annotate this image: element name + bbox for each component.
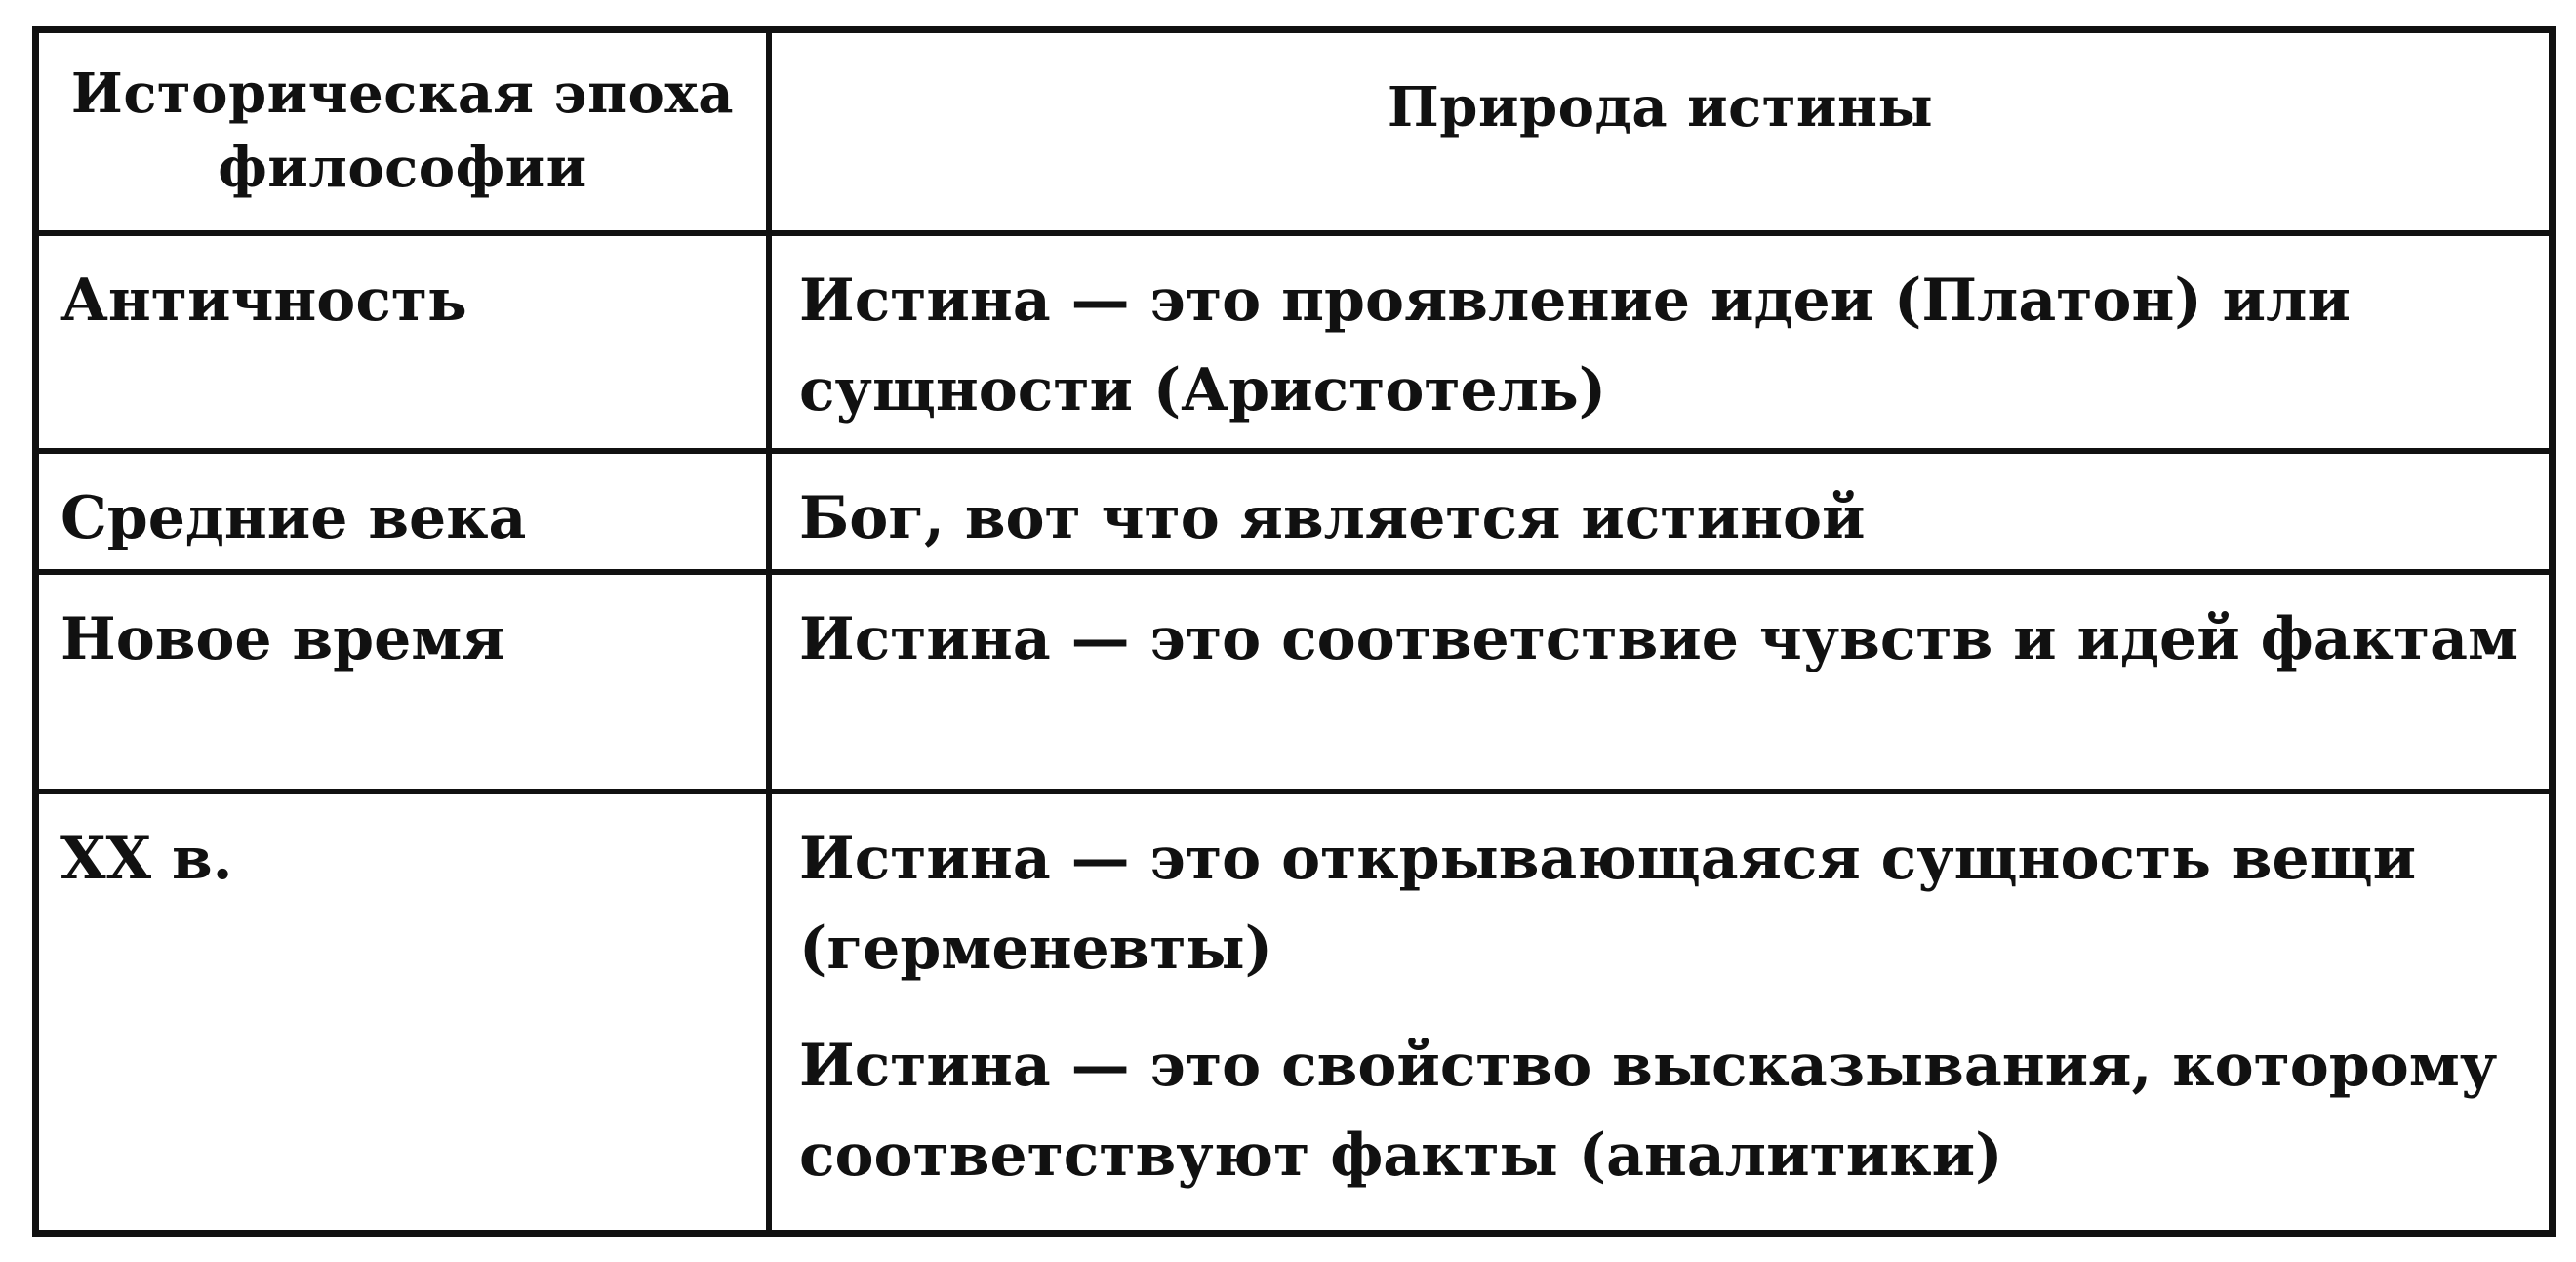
- row-truth-cell: [772, 575, 2549, 794]
- truth-antiquity: Истина — это проявление идеи (Платон) или сущности (Аристотель): [799, 266, 2351, 425]
- truth-middle-ages: Бог, вот что является истиной: [799, 484, 1866, 552]
- header-truth-text: Природа истины: [1387, 75, 1934, 140]
- era-20th-century: XX в.: [60, 825, 233, 893]
- era-antiquity: Античность: [60, 266, 467, 335]
- truth-hermeneutics: Истина — это открывающаяся сущность вещи (герменевты): [799, 825, 2417, 983]
- philosophy-truth-table: [32, 26, 2556, 1237]
- truth-modern-times: Истина — это соответствие чувств и идей фактам: [799, 605, 2519, 673]
- row-truth-cell: [772, 454, 2549, 575]
- row-truth-cell: [772, 236, 2549, 454]
- row-truth-cell: [772, 794, 2549, 1230]
- header-era: [39, 33, 772, 236]
- row-era-cell: [39, 454, 772, 575]
- row-era-cell: [39, 794, 772, 1230]
- era-middle-ages: Средние века: [60, 484, 527, 552]
- truth-analytics: Истина — это свойство высказывания, которому соответствуют факты (аналитики): [799, 1032, 2498, 1190]
- row-era-cell: [39, 575, 772, 794]
- era-modern-times: Новое время: [60, 605, 505, 673]
- header-truth: [772, 33, 2549, 236]
- header-era-text: Историческая эпоха философии: [70, 61, 735, 200]
- row-era-cell: [39, 236, 772, 454]
